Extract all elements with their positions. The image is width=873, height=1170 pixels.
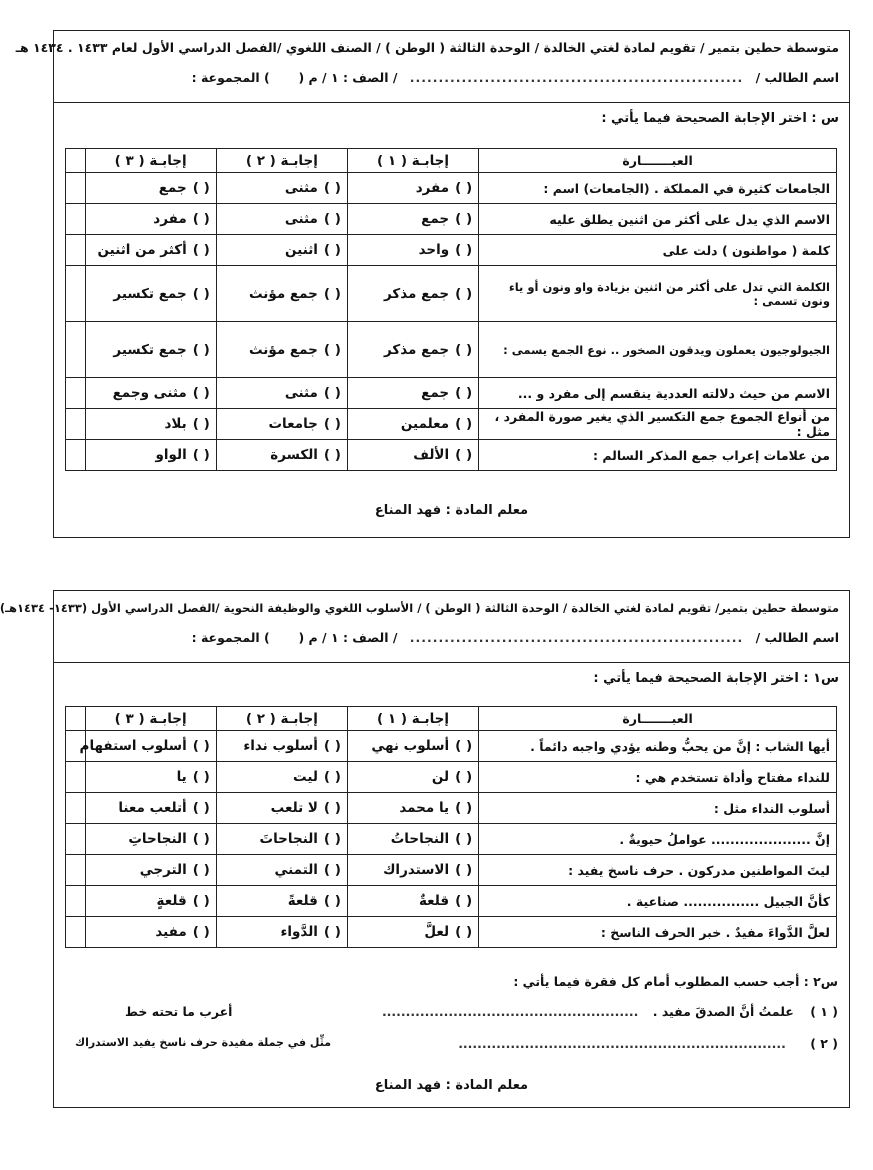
student-info-line xyxy=(64,67,839,89)
statement-cell: إنَّ ..................... عواملُ حيويةٌ . xyxy=(479,824,837,855)
answer-option-2[interactable] xyxy=(216,762,347,793)
answer-text: بلاد xyxy=(164,416,187,432)
answer-option-3[interactable] xyxy=(79,731,216,762)
table-header-row xyxy=(66,707,837,731)
answer-option-1[interactable] xyxy=(347,917,478,948)
answer-option-3[interactable] xyxy=(85,440,216,471)
answer-text: أسلوب نداء xyxy=(243,738,318,754)
answer-bracket[interactable]: ( ) xyxy=(455,893,473,909)
answer-text: قلعةٌ xyxy=(418,893,450,909)
answer-text: مفيد xyxy=(155,924,187,940)
margin-cell xyxy=(66,762,86,793)
answer-bracket[interactable]: ( ) xyxy=(323,769,341,785)
answer-field[interactable]: ..................................................................... xyxy=(458,1036,786,1051)
answer-text: النجاحاتِ xyxy=(128,831,187,847)
margin-cell xyxy=(66,149,86,173)
answer-text: مثنى وجمع xyxy=(112,385,187,401)
answer-option-1[interactable] xyxy=(347,322,478,378)
margin-cell xyxy=(66,266,86,322)
worksheet-header xyxy=(0,591,849,663)
answer-bracket[interactable]: ( ) xyxy=(455,831,473,847)
question-2-title: س٢ : أجب حسب المطلوب أمام كل فقرة فيما يأتي : xyxy=(513,974,838,989)
answer-bracket[interactable]: ( ) xyxy=(455,385,473,401)
answer-bracket[interactable]: ( ) xyxy=(323,416,341,432)
answer-text: أسلوب نهي xyxy=(371,738,450,754)
answer-bracket[interactable]: ( ) xyxy=(192,242,210,258)
answer-option-2[interactable] xyxy=(216,266,347,322)
answer-option-1[interactable] xyxy=(347,824,478,855)
margin-cell xyxy=(66,440,86,471)
answer-option-2[interactable] xyxy=(216,824,347,855)
answer-option-1[interactable] xyxy=(347,731,478,762)
answer-option-1[interactable] xyxy=(347,762,478,793)
answer-option-1[interactable] xyxy=(347,855,478,886)
answer-option-2[interactable] xyxy=(216,440,347,471)
answer-option-2[interactable] xyxy=(216,793,347,824)
item-task: مثِّل في جملة مفيدة حرف ناسخ يفيد الاستدراك xyxy=(75,1036,332,1049)
table-row xyxy=(66,235,837,266)
answer-option-2[interactable] xyxy=(216,855,347,886)
group-label: ) المجموعة : xyxy=(191,70,270,85)
question-title: س١ : اختر الإجابة الصحيحة فيما يأتي : xyxy=(593,671,839,686)
answer-bracket[interactable]: ( ) xyxy=(192,769,210,785)
col-answer-1: إجابـة ( ١ ) xyxy=(347,707,478,731)
student-name-label: اسم الطالب / xyxy=(755,630,839,645)
answer-bracket[interactable]: ( ) xyxy=(455,862,473,878)
answer-bracket[interactable]: ( ) xyxy=(455,924,473,940)
answer-bracket[interactable]: ( ) xyxy=(455,180,473,196)
margin-cell xyxy=(66,409,86,440)
answer-bracket[interactable]: ( ) xyxy=(192,416,210,432)
answer-text: أسلوب استفهام xyxy=(79,738,187,754)
answer-option-3[interactable] xyxy=(85,204,216,235)
margin-cell xyxy=(66,855,86,886)
col-answer-3: إجابـة ( ٣ ) xyxy=(85,149,216,173)
answer-text: أتلعب معنا xyxy=(118,800,187,816)
answer-option-3[interactable] xyxy=(85,409,216,440)
table-row xyxy=(66,378,837,409)
answer-bracket[interactable]: ( ) xyxy=(323,800,341,816)
answer-option-3[interactable] xyxy=(85,824,216,855)
margin-cell xyxy=(66,235,86,266)
table-row xyxy=(66,409,837,440)
answer-text: مثنى xyxy=(284,385,318,401)
answer-text: جمع xyxy=(421,211,450,227)
answer-option-2[interactable] xyxy=(216,731,347,762)
answer-bracket[interactable]: ( ) xyxy=(323,341,341,358)
school-title: متوسطة حطين بتمير / تقويم لمادة لغتي الخالدة / الوحدة الثالثة ( الوطن ) / الصنف اللغوي /الفصل الدراسي الأول لعام ١٤٣٣ . ١٤٣٤ هـ xyxy=(15,40,839,55)
answer-text: جامعات xyxy=(268,416,318,432)
answer-text: لعلَّ xyxy=(424,924,450,940)
margin-cell xyxy=(66,204,86,235)
mcq-table xyxy=(65,706,837,948)
col-statement: العبـــــــارة xyxy=(479,149,837,173)
table-row xyxy=(66,731,837,762)
answer-text: الألف xyxy=(413,447,450,463)
answer-text: معلمين xyxy=(400,416,450,432)
question-title: س : اختر الإجابة الصحيحة فيما يأتي : xyxy=(601,111,839,126)
answer-option-3[interactable] xyxy=(85,235,216,266)
answer-text: يا xyxy=(176,769,187,785)
answer-bracket[interactable]: ( ) xyxy=(455,800,473,816)
answer-option-2[interactable] xyxy=(216,322,347,378)
answer-bracket[interactable]: ( ) xyxy=(455,285,473,302)
answer-text: قلعةً xyxy=(287,893,318,909)
answer-text: مفرد xyxy=(153,211,187,227)
margin-cell xyxy=(66,378,86,409)
answer-text: مثنى xyxy=(284,180,318,196)
answer-bracket[interactable]: ( ) xyxy=(192,180,210,196)
statement-cell: الاسم الذي يدل على أكثر من اثنين يطلق عليه xyxy=(479,204,837,235)
answer-bracket[interactable]: ( ) xyxy=(192,285,210,302)
margin-cell xyxy=(66,824,86,855)
table-row xyxy=(66,440,837,471)
answer-bracket[interactable]: ( ) xyxy=(323,242,341,258)
answer-bracket[interactable]: ( ) xyxy=(455,416,473,432)
table-row xyxy=(66,322,837,378)
statement-cell: كأنَّ الجبيل ................ صناعية . xyxy=(479,886,837,917)
worksheet-2 xyxy=(0,590,850,1108)
answer-text: الدَّواء xyxy=(280,924,318,940)
table-row xyxy=(66,762,837,793)
answer-text: لا تلعب xyxy=(270,800,318,816)
answer-option-3[interactable] xyxy=(85,917,216,948)
answer-text: الكسرة xyxy=(270,447,318,463)
answer-text: جمع مذكر xyxy=(384,341,450,358)
answer-bracket[interactable]: ( ) xyxy=(455,447,473,463)
answer-option-3[interactable] xyxy=(85,855,216,886)
answer-text: جمع مذكر xyxy=(384,285,450,302)
answer-option-2[interactable] xyxy=(216,378,347,409)
table-row xyxy=(66,173,837,204)
table-row xyxy=(66,855,837,886)
answer-text: النجاحاتَ xyxy=(259,831,318,847)
answer-option-1[interactable] xyxy=(347,204,478,235)
margin-cell xyxy=(66,322,86,378)
answer-option-2[interactable] xyxy=(216,204,347,235)
answer-bracket[interactable]: ( ) xyxy=(455,242,473,258)
answer-option-1[interactable] xyxy=(347,886,478,917)
answer-text: جمع مؤنث xyxy=(249,341,318,358)
teacher-name: معلم المادة : فهد المناع xyxy=(374,503,529,518)
table-row xyxy=(66,886,837,917)
student-name-label: اسم الطالب / xyxy=(755,70,839,85)
answer-bracket[interactable]: ( ) xyxy=(323,180,341,196)
answer-text: جمع مؤنث xyxy=(249,285,318,302)
statement-cell: ليتَ المواطنين مدركون . حرف ناسخ يفيد : xyxy=(479,855,837,886)
answer-bracket[interactable]: ( ) xyxy=(192,211,210,227)
answer-bracket[interactable]: ( ) xyxy=(192,447,210,463)
answer-bracket[interactable]: ( ) xyxy=(323,385,341,401)
class-label: / الصف : ١ / م ( xyxy=(298,630,398,645)
answer-text: الاستدراك xyxy=(383,862,450,878)
col-answer-3: إجابـة ( ٣ ) xyxy=(85,707,216,731)
statement-cell: لعلَّ الدَّواءَ مفيدٌ . خبر الحرف الناسخ : xyxy=(479,917,837,948)
answer-text: مفرد xyxy=(415,180,450,196)
item-sentence: علمتُ أنَّ الصدقَ مفيد . xyxy=(652,1004,794,1019)
margin-cell xyxy=(66,707,86,731)
answer-text: مثنى xyxy=(284,211,318,227)
answer-bracket[interactable]: ( ) xyxy=(455,211,473,227)
answer-text: لن xyxy=(431,769,450,785)
col-statement: العبـــــــارة xyxy=(479,707,837,731)
statement-cell: الاسم من حيث دلالته العددية ينقسم إلى مفرد و ... xyxy=(479,378,837,409)
margin-cell xyxy=(66,173,86,204)
student-info-line xyxy=(64,627,839,649)
table-row xyxy=(66,793,837,824)
answer-option-1[interactable] xyxy=(347,440,478,471)
answer-text: النجاحاتُ xyxy=(390,831,450,847)
answer-option-2[interactable] xyxy=(216,886,347,917)
question-2-item-2 xyxy=(65,1036,838,1051)
margin-cell xyxy=(66,793,86,824)
answer-option-3[interactable] xyxy=(85,266,216,322)
answer-bracket[interactable]: ( ) xyxy=(192,385,210,401)
answer-bracket[interactable]: ( ) xyxy=(323,285,341,302)
answer-text: يا محمد xyxy=(399,800,450,816)
answer-text: جمع تكسير xyxy=(113,341,187,358)
table-header-row xyxy=(66,149,837,173)
answer-option-3[interactable] xyxy=(85,378,216,409)
answer-text: ليت xyxy=(293,769,318,785)
statement-cell: أسلوب النداء مثل : xyxy=(479,793,837,824)
item-number: ( ٢ ) xyxy=(810,1036,838,1051)
answer-bracket[interactable]: ( ) xyxy=(323,893,341,909)
col-answer-2: إجابـة ( ٢ ) xyxy=(216,149,347,173)
student-name-field[interactable]: .......................................................... xyxy=(409,70,744,85)
answer-option-1[interactable] xyxy=(347,235,478,266)
table-row xyxy=(66,266,837,322)
answer-bracket[interactable]: ( ) xyxy=(455,738,473,754)
answer-text: جمع تكسير xyxy=(113,285,187,302)
answer-bracket[interactable]: ( ) xyxy=(323,211,341,227)
answer-field[interactable]: ...................................................... xyxy=(381,1004,639,1019)
answer-bracket[interactable]: ( ) xyxy=(323,862,341,878)
col-answer-1: إجابـة ( ١ ) xyxy=(347,149,478,173)
group-label: ) المجموعة : xyxy=(191,630,270,645)
school-title: متوسطة حطين بتمير/ تقويم لمادة لغتي الخالدة / الوحدة الثالثة ( الوطن ) / الأسلوب اللغوي والوظيفة النحوية /الفصل الدراسي الأول (١٤٣٣- ١٤٣٤هـ) xyxy=(0,601,839,615)
worksheet-1 xyxy=(15,30,850,538)
answer-text: اثنين xyxy=(285,242,318,258)
answer-option-2[interactable] xyxy=(216,173,347,204)
answer-option-1[interactable] xyxy=(347,378,478,409)
answer-option-1[interactable] xyxy=(347,409,478,440)
answer-bracket[interactable]: ( ) xyxy=(192,341,210,358)
answer-bracket[interactable]: ( ) xyxy=(192,831,210,847)
question-2-item-1 xyxy=(65,1004,838,1019)
answer-option-1[interactable] xyxy=(347,173,478,204)
answer-bracket[interactable]: ( ) xyxy=(192,862,210,878)
answer-option-1[interactable] xyxy=(347,793,478,824)
answer-option-3[interactable] xyxy=(85,886,216,917)
statement-cell: من أنواع الجموع جمع التكسير الذي يغير صورة المفرد ، مثل : xyxy=(479,409,837,440)
answer-bracket[interactable]: ( ) xyxy=(323,738,341,754)
answer-option-3[interactable] xyxy=(85,173,216,204)
statement-cell: كلمة ( مواطنون ) دلت على xyxy=(479,235,837,266)
statement-cell: من علامات إعراب جمع المذكر السالم : xyxy=(479,440,837,471)
answer-bracket[interactable]: ( ) xyxy=(323,924,341,940)
student-name-field[interactable]: .......................................................... xyxy=(409,630,744,645)
item-task: أعرب ما تحته خط xyxy=(125,1004,233,1019)
teacher-name: معلم المادة : فهد المناع xyxy=(374,1078,529,1093)
margin-cell xyxy=(66,917,86,948)
statement-cell: الكلمة التي تدل على أكثر من اثنين بزيادة واو ونون أو ياء ونون تسمى : xyxy=(479,266,837,322)
answer-bracket[interactable]: ( ) xyxy=(455,769,473,785)
statement-cell: الجيولوجيون يعملون ويدقون الصخور .. نوع الجمع يسمى : xyxy=(479,322,837,378)
answer-option-2[interactable] xyxy=(216,235,347,266)
answer-option-3[interactable] xyxy=(85,322,216,378)
answer-text: جمع xyxy=(158,180,187,196)
answer-bracket[interactable]: ( ) xyxy=(192,800,210,816)
answer-text: الواو xyxy=(155,447,187,463)
answer-bracket[interactable]: ( ) xyxy=(323,447,341,463)
col-answer-2: إجابـة ( ٢ ) xyxy=(216,707,347,731)
answer-option-3[interactable] xyxy=(85,762,216,793)
answer-option-3[interactable] xyxy=(85,793,216,824)
margin-cell xyxy=(66,886,86,917)
class-label: / الصف : ١ / م ( xyxy=(298,70,398,85)
statement-cell: أيها الشاب : إنَّ من يحبُّ وطنه يؤدي واجبه دائماً . xyxy=(479,731,837,762)
table-row xyxy=(66,204,837,235)
table-row xyxy=(66,824,837,855)
answer-bracket[interactable]: ( ) xyxy=(192,924,210,940)
answer-text: الترجي xyxy=(139,862,187,878)
answer-option-2[interactable] xyxy=(216,409,347,440)
answer-option-2[interactable] xyxy=(216,917,347,948)
answer-option-1[interactable] xyxy=(347,266,478,322)
statement-cell: للنداء مفتاح وأداة تستخدم هي : xyxy=(479,762,837,793)
item-number: ( ١ ) xyxy=(810,1004,838,1019)
mcq-table xyxy=(65,148,837,471)
table-row xyxy=(66,917,837,948)
answer-bracket[interactable]: ( ) xyxy=(192,738,210,754)
answer-bracket[interactable]: ( ) xyxy=(455,341,473,358)
answer-bracket[interactable]: ( ) xyxy=(192,893,210,909)
answer-text: واحد xyxy=(418,242,450,258)
worksheet-header xyxy=(15,31,849,103)
statement-cell: الجامعات كثيرة في المملكة . (الجامعات) اسم : xyxy=(479,173,837,204)
answer-text: جمع xyxy=(421,385,450,401)
answer-text: أكثر من اثنين xyxy=(97,242,187,258)
answer-text: قلعةٍ xyxy=(156,893,187,909)
answer-bracket[interactable]: ( ) xyxy=(323,831,341,847)
answer-text: التمني xyxy=(274,862,318,878)
